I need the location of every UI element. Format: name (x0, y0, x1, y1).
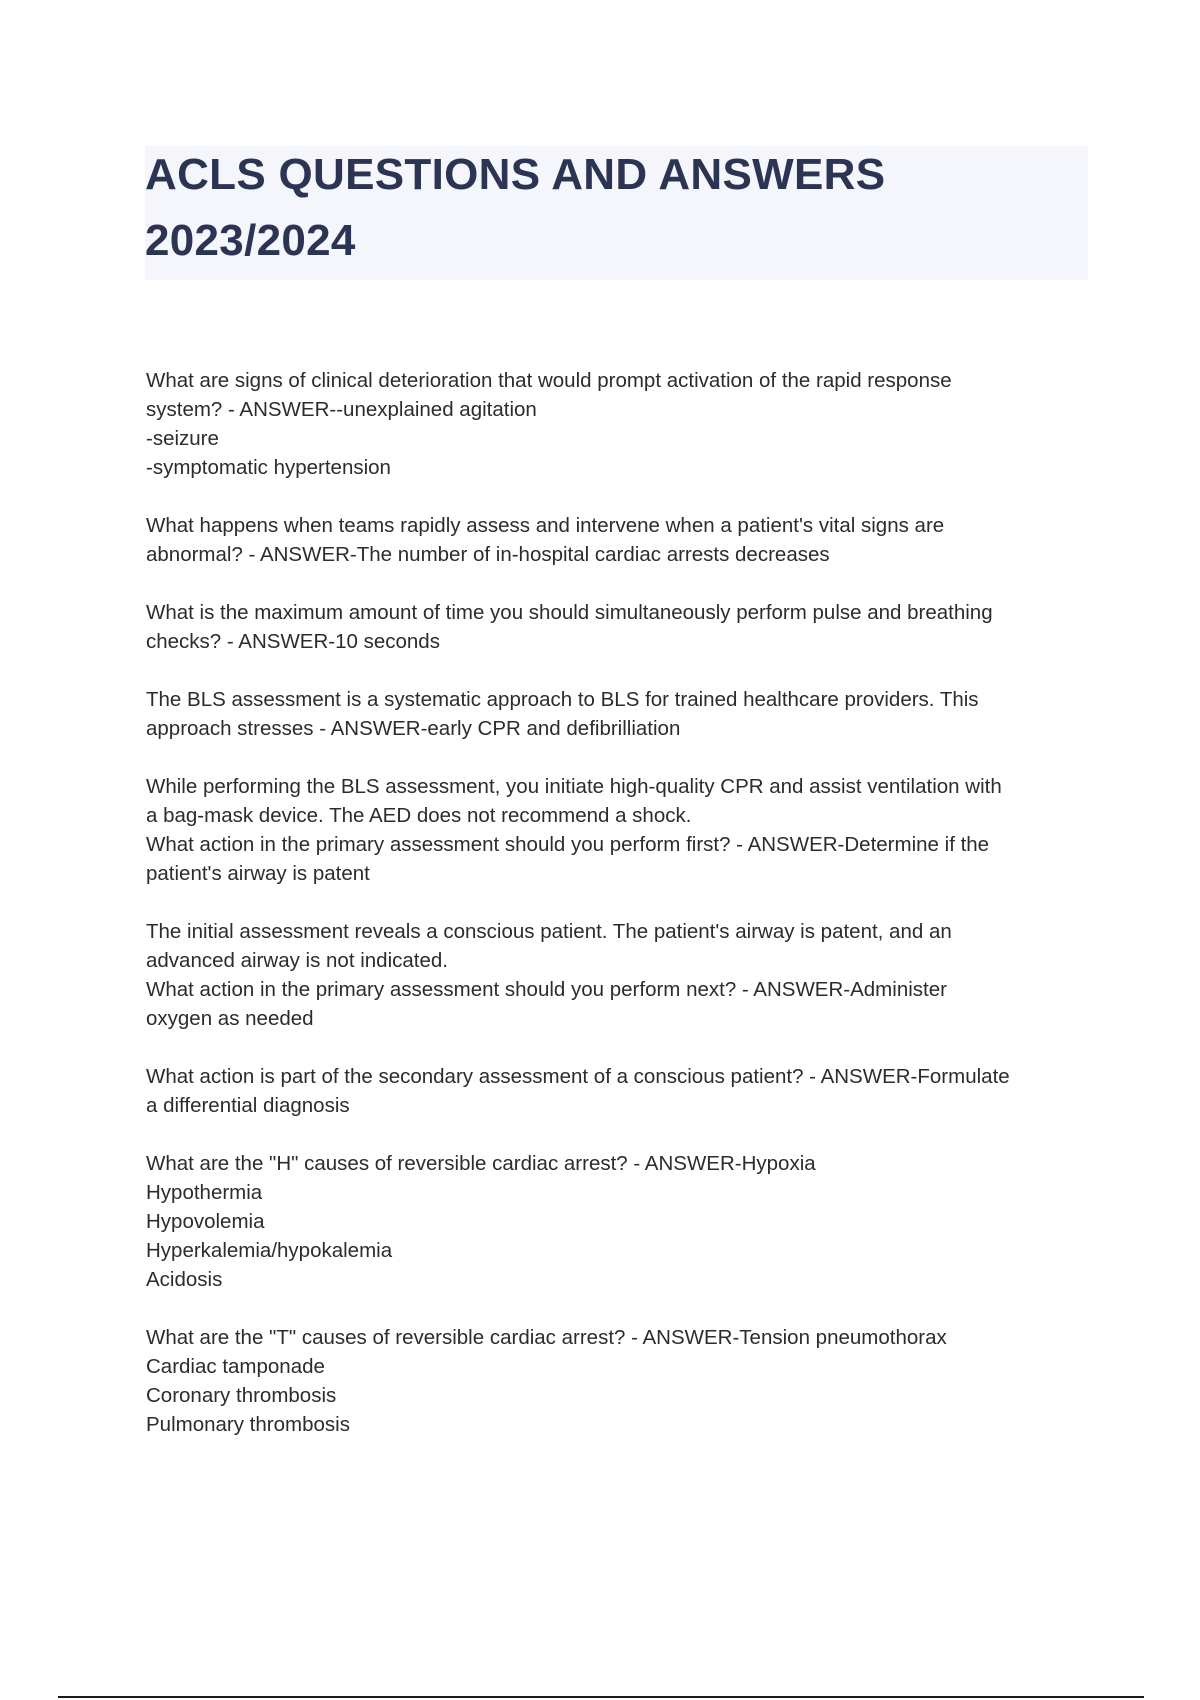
qa-text-line: What are the "H" causes of reversible cardiac arrest? - ANSWER-Hypoxia (146, 1152, 816, 1175)
page-title-line-2: 2023/2024 (145, 216, 356, 265)
qa-text-line: a differential diagnosis (146, 1094, 350, 1117)
footer-divider (58, 1696, 1144, 1698)
qa-text-line: The BLS assessment is a systematic approach to BLS for trained healthcare providers. This (146, 688, 979, 711)
qa-list (146, 366, 1092, 1468)
qa-item (146, 772, 1092, 888)
qa-item (146, 1149, 1092, 1294)
qa-text-line: system? - ANSWER--unexplained agitation (146, 398, 537, 421)
qa-item (146, 366, 1092, 482)
qa-item (146, 685, 1092, 743)
qa-text-line: What action is part of the secondary assessment of a conscious patient? - ANSWER-Formulate (146, 1065, 1010, 1088)
title-banner (145, 146, 1088, 280)
qa-text-line: What are the "T" causes of reversible cardiac arrest? - ANSWER-Tension pneumothorax (146, 1326, 947, 1349)
qa-text-line: While performing the BLS assessment, you initiate high-quality CPR and assist ventilation with (146, 775, 1002, 798)
qa-text-line: Cardiac tamponade (146, 1355, 325, 1378)
qa-text-line: What action in the primary assessment should you perform next? - ANSWER-Administer (146, 978, 947, 1001)
qa-text-line: checks? - ANSWER-10 seconds (146, 630, 440, 653)
qa-text-line: What are signs of clinical deterioration that would prompt activation of the rapid response (146, 369, 952, 392)
qa-item (146, 511, 1092, 569)
qa-text-line: What action in the primary assessment should you perform first? - ANSWER-Determine if the (146, 833, 990, 856)
qa-text-line: advanced airway is not indicated. (146, 949, 448, 972)
qa-text-line: Pulmonary thrombosis (146, 1413, 350, 1436)
qa-text-line: oxygen as needed (146, 1007, 314, 1030)
qa-item (146, 598, 1092, 656)
qa-text-line: The initial assessment reveals a conscious patient. The patient's airway is patent, and an (146, 920, 952, 943)
page-title-line-1: ACLS QUESTIONS AND ANSWERS (145, 150, 886, 199)
qa-item (146, 917, 1092, 1033)
qa-text-line: approach stresses - ANSWER-early CPR and defibrilliation (146, 717, 681, 740)
qa-item (146, 1323, 1092, 1439)
qa-text-line: -symptomatic hypertension (146, 456, 391, 479)
qa-item (146, 1062, 1092, 1120)
qa-text-line: What happens when teams rapidly assess and intervene when a patient's vital signs are (146, 514, 945, 537)
qa-text-line: Acidosis (146, 1268, 223, 1291)
qa-text-line: -seizure (146, 427, 219, 450)
qa-text-line: a bag-mask device. The AED does not recommend a shock. (146, 804, 692, 827)
qa-text-line: patient's airway is patent (146, 862, 370, 885)
qa-text-line: Hyperkalemia/hypokalemia (146, 1239, 393, 1262)
qa-text-line: Coronary thrombosis (146, 1384, 337, 1407)
qa-text-line: What is the maximum amount of time you should simultaneously perform pulse and breathing (146, 601, 993, 624)
qa-text-line: abnormal? - ANSWER-The number of in-hospital cardiac arrests decreases (146, 543, 830, 566)
qa-text-line: Hypothermia (146, 1181, 263, 1204)
qa-text-line: Hypovolemia (146, 1210, 265, 1233)
